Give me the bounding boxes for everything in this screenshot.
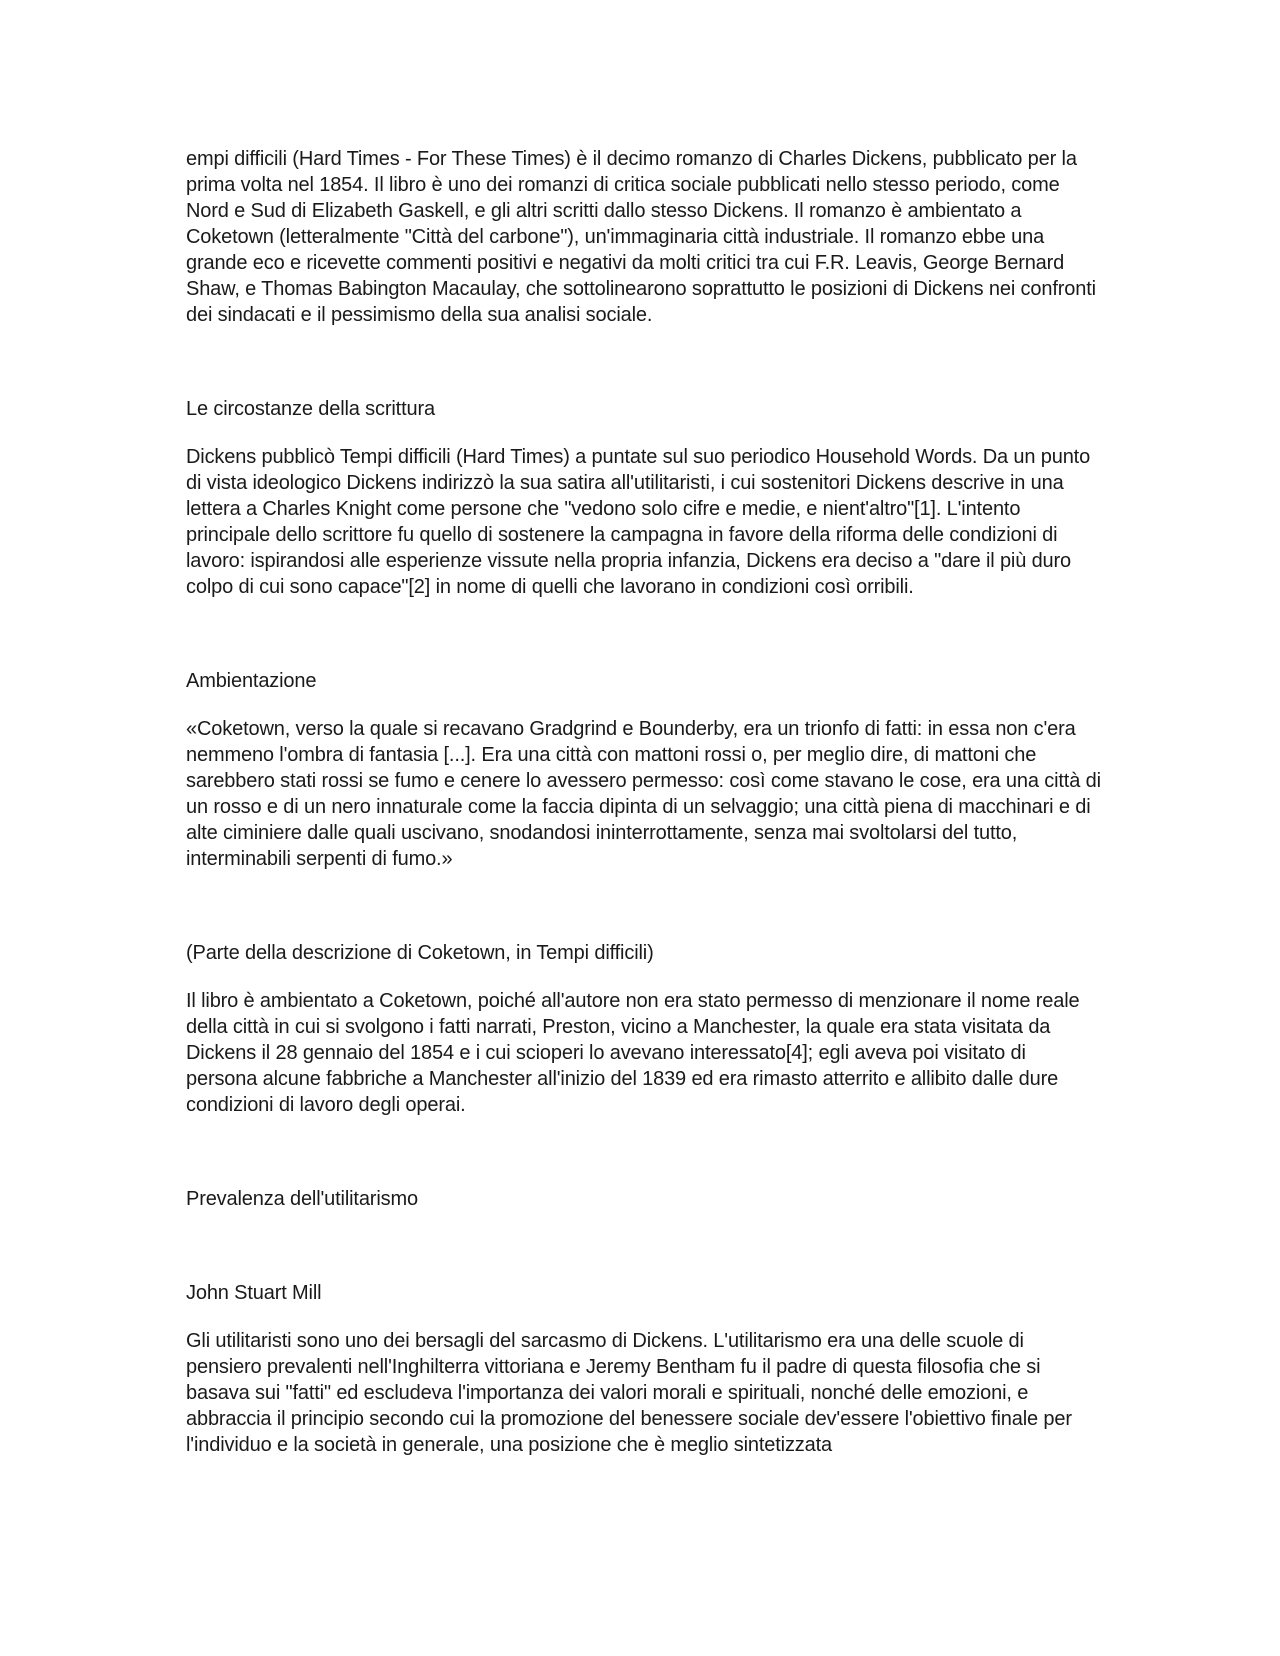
heading-circostanze: Le circostanze della scrittura [186,398,435,420]
spacer [186,600,1102,668]
document-body [186,146,1102,1458]
spacer [186,872,1102,940]
spacer [186,1118,1102,1186]
heading-john-stuart-mill: John Stuart Mill [186,1282,322,1304]
quote-paragraph: «Coketown, verso la quale si recavano Gradgrind e Bounderby, era un trionfo di fatti: in essa non c'era nemmeno l'ombra di fantasia [...]. Era una città con mattoni rossi o, per meglio dire, di mattoni che sarebbero stati rossi se fumo e cenere lo avessero permesso: così come stavano le cose, era una città di un rosso e di un nero innaturale come la faccia dipinta di un selvaggio; una città piena di macchinari e di alte ciminiere dalle quali uscivano, snodandosi ininterrottamente, senza mai svoltolarsi del tutto, interminabili serpenti di fumo.» [186,718,1101,870]
heading-ambientazione: Ambientazione [186,670,317,692]
utilitaristi-paragraph: Gli utilitaristi sono uno dei bersagli del sarcasmo di Dickens. L'utilitarismo era una delle scuole di pensiero prevalenti nell'Inghilterra vittoriana e Jeremy Bentham fu il padre di questa filosofia che si basava sui "fatti" ed escludeva l'importanza dei valori morali e spirituali, nonché delle emozioni, e abbraccia il principio secondo cui la promozione del benessere sociale dev'essere l'obiettivo finale per l'individuo e la società in generale, una posizione che è meglio sintetizzata [186,1330,1072,1456]
ambientazione-paragraph: Il libro è ambientato a Coketown, poiché all'autore non era stato permesso di menzionare il nome reale della città in cui si svolgono i fatti narrati, Preston, vicino a Manchester, la quale era stata visitata da Dickens il 28 gennaio del 1854 e i cui scioperi lo avevano interessato[4]; egli aveva poi visitato di persona alcune fabbriche a Manchester all'inizio del 1839 ed era rimasto atterrito e allibito dalle dure condizioni di lavoro degli operai. [186,990,1080,1116]
heading-utilitarismo: Prevalenza dell'utilitarismo [186,1188,418,1210]
spacer [186,1306,1102,1328]
spacer [186,1212,1102,1280]
intro-paragraph: empi difficili (Hard Times - For These Times) è il decimo romanzo di Charles Dickens, pubblicato per la prima volta nel 1854. Il libro è uno dei romanzi di critica sociale pubblicati nello stesso periodo, come Nord e Sud di Elizabeth Gaskell, e gli altri scritti dallo stesso Dickens. Il romanzo è ambientato a Coketown (letteralmente "Città del carbone"), un'immaginaria città industriale. Il romanzo ebbe una grande eco e ricevette commenti positivi e negativi da molti critici tra cui F.R. Leavis, George Bernard Shaw, e Thomas Babington Macaulay, che sottolinearono soprattutto le posizioni di Dickens nei confronti dei sindacati e il pessimismo della sua analisi sociale. [186,148,1096,326]
quote-attribution: (Parte della descrizione di Coketown, in Tempi difficili) [186,942,654,964]
spacer [186,966,1102,988]
spacer [186,422,1102,444]
spacer [186,328,1102,396]
circostanze-paragraph: Dickens pubblicò Tempi difficili (Hard Times) a puntate sul suo periodico Household Words. Da un punto di vista ideologico Dickens indirizzò la sua satira all'utilitaristi, i cui sostenitori Dickens descrive in una lettera a Charles Knight come persone che "vedono solo cifre e medie, e nient'altro"[1]. L'intento principale dello scrittore fu quello di sostenere la campagna in favore della riforma delle condizioni di lavoro: ispirandosi alle esperienze vissute nella propria infanzia, Dickens era deciso a "dare il più duro colpo di cui sono capace"[2] in nome di quelli che lavorano in condizioni così orribili. [186,446,1091,598]
spacer [186,694,1102,716]
